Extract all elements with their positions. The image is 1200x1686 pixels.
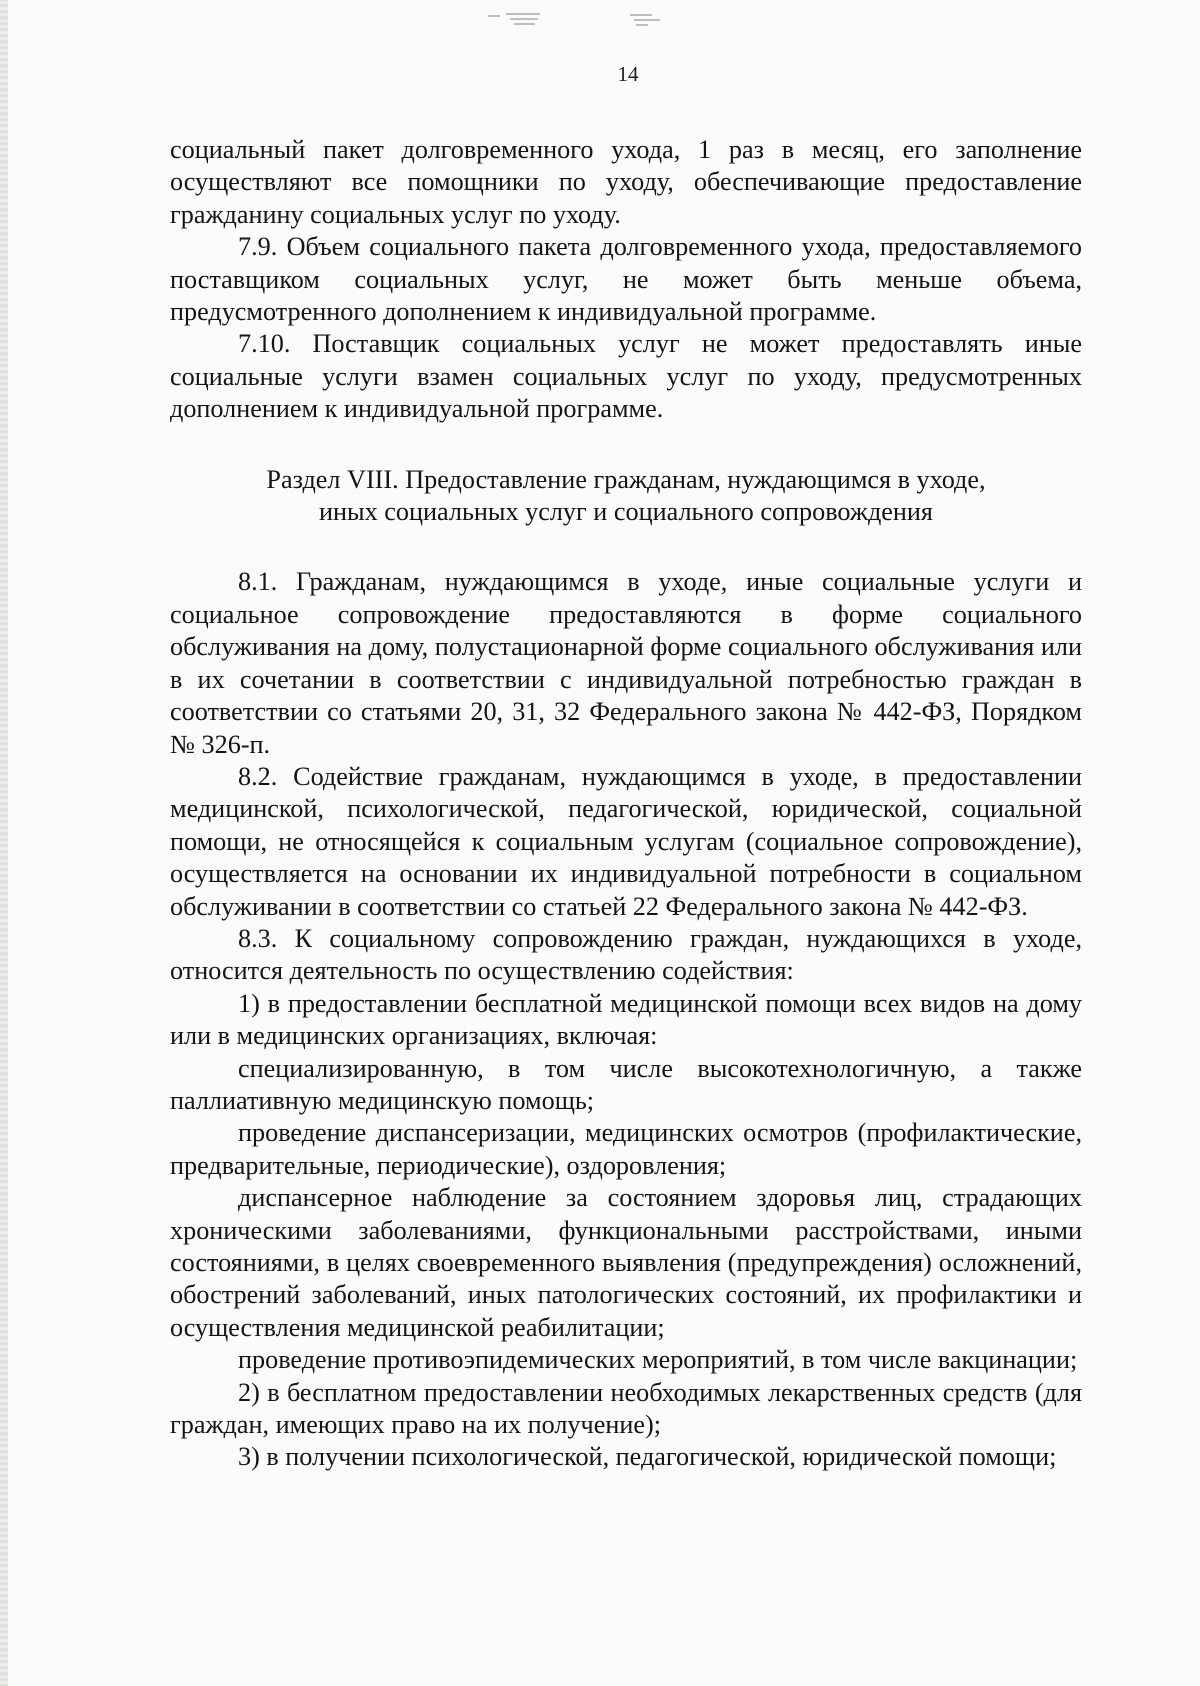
paragraph: 7.9. Объем социального пакета долговременного ухода, предоставляемого поставщиком социальных услуг, не может быть меньше объема, предусмотренного дополнением к индивидуальной программе. — [170, 232, 1082, 327]
list-item: специализированную, в том числе высокотехнологичную, а также паллиативную медицинскую помощь; — [170, 1053, 1082, 1115]
scan-edge-artifact — [0, 0, 8, 1686]
section-heading — [170, 464, 1082, 529]
list-item: проведение противоэпидемических мероприятий, в том числе вакцинации; — [238, 1345, 1078, 1375]
section-heading-line-2: иных социальных услуг и социального сопровождения — [319, 497, 933, 527]
document-body — [170, 134, 1082, 1474]
section-heading-line-1: Раздел VIII. Предоставление гражданам, нуждающимся в уходе, — [266, 464, 986, 494]
list-item: 3) в получении психологической, педагогической, юридической помощи; — [238, 1442, 1057, 1472]
paragraph: 8.3. К социальному сопровождению граждан, нуждающихся в уходе, относится деятельность по осуществлению содействия: — [170, 923, 1082, 986]
list-item: 1) в предоставлении бесплатной медицинской помощи всех видов на дому или в медицинских организациях, включая: — [170, 988, 1082, 1051]
paragraph: социальный пакет долговременного ухода, 1 раз в месяц, его заполнение осуществляют все помощники по уходу, обеспечивающие предоставление гражданину социальных услуг по уходу. — [170, 135, 1082, 229]
page-number: 14 — [617, 62, 639, 86]
list-item: 2) в бесплатном предоставлении необходимых лекарственных средств (для граждан, имеющих право на их получение); — [170, 1377, 1082, 1440]
scan-noise-marks — [480, 6, 720, 34]
list-item: диспансерное наблюдение за состоянием здоровья лиц, страдающих хроническими заболеваниями, функциональными расстройствами, иными состояниями, в целях своевременного выявления (предупреждения) осложнений, обострений заболеваний, иных патологических состояний, их профилактики и осуществления медицинской реабилитации; — [170, 1183, 1082, 1342]
paragraph: 8.1. Гражданам, нуждающимся в уходе, иные социальные услуги и социальное сопровождение предоставляются в форме социального обслуживания на дому, полустационарной форме социального обслуживания или в их сочетании в соответствии с индивидуальной потребностью граждан в соответствии со статьями 20, 31, 32 Федерального закона № 442-ФЗ, Порядком № 326-п. — [170, 567, 1082, 759]
paragraph: 8.2. Содействие гражданам, нуждающимся в уходе, в предоставлении медицинской, психологической, педагогической, юридической, социальной помощи, не относящейся к социальным услугам (социальное сопровождение), осуществляется на основании их индивидуальной потребности в социальном обслуживании в соответствии со статьей 22 Федерального закона № 442-ФЗ. — [170, 761, 1082, 921]
paragraph: 7.10. Поставщик социальных услуг не может предоставлять иные социальные услуги взамен социальных услуг по уходу, предусмотренных дополнением к индивидуальной программе. — [170, 329, 1082, 424]
list-item: проведение диспансеризации, медицинских осмотров (профилактические, предварительные, периодические), оздоровления; — [170, 1118, 1082, 1180]
